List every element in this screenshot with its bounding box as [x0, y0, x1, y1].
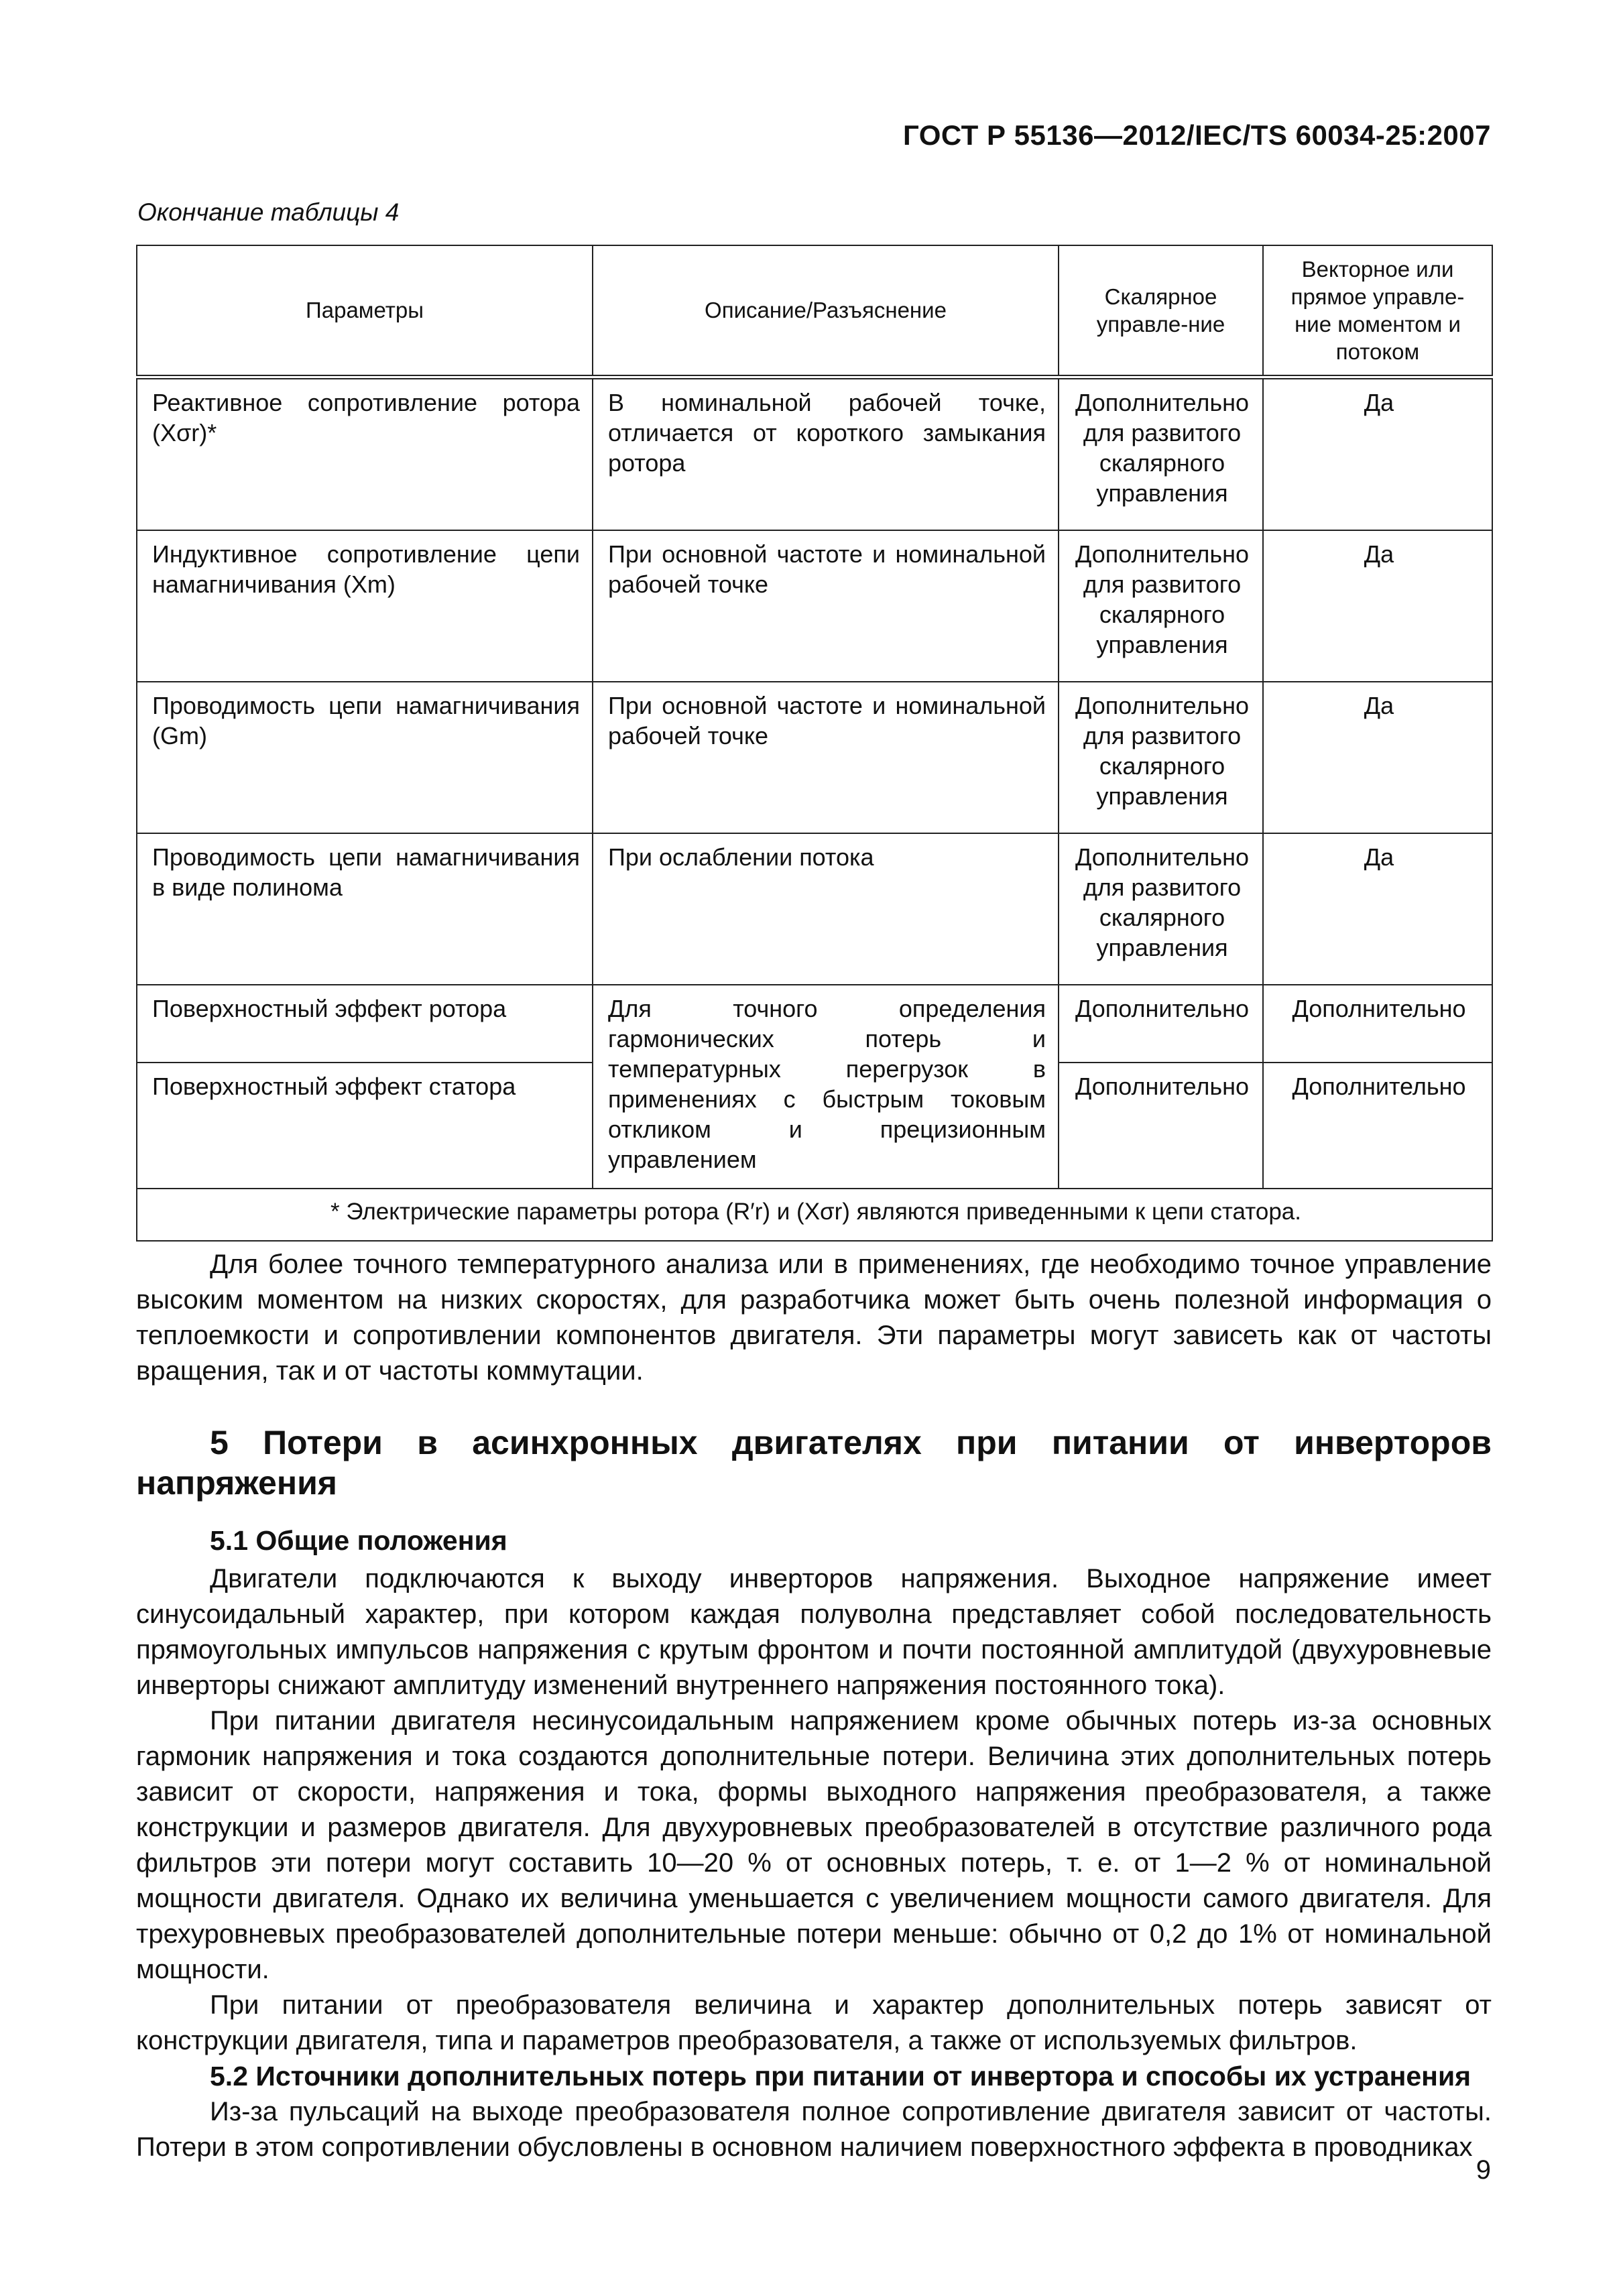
paragraph: Из-за пульсаций на выходе преобразователя полное сопротивление двигателя зависит от частоты. Потери в этом сопротивлении обусловлены в основном наличием поверхностного эффекта в проводниках: [136, 2097, 1492, 2162]
section-heading-5-1: 5.1 Общие положения: [210, 1525, 507, 1556]
cell-parameter: Поверхностный эффект статора: [137, 1063, 593, 1189]
document-code-header: ГОСТ Р 55136—2012/IEC/TS 60034-25:2007: [902, 119, 1491, 151]
cell-vector: Да: [1263, 833, 1492, 985]
table-header-row: [137, 245, 1492, 377]
table-row: [137, 530, 1492, 682]
cell-scalar: Дополнительно для развитого скалярного управления: [1059, 833, 1263, 985]
cell-scalar: Дополнительно для развитого скалярного управления: [1059, 682, 1263, 833]
section-heading-5-2: 5.2 Источники дополнительных потерь при питании от инвертора и способы их устранения: [210, 2061, 1471, 2092]
header-scalar-control: Скалярное управле-ние: [1059, 245, 1263, 377]
paragraph: Для более точного температурного анализа или в применениях, где необходимо точное управление высоким моментом на низких скоростях, для разработчика может быть очень полезной информация о теплоемкости и сопротивлении компонентов двигателя. Эти параметры могут зависеть как от частоты вращения, так и от частоты коммутации.: [136, 1250, 1492, 1386]
parameters-table: [136, 245, 1493, 1242]
table-row: [137, 833, 1492, 985]
cell-parameter: Реактивное сопротивление ротора (Xσr)*: [137, 377, 593, 531]
cell-parameter: Индуктивное сопротивление цепи намагничивания (Xm): [137, 530, 593, 682]
cell-scalar: Дополнительно для развитого скалярного управления: [1059, 377, 1263, 531]
header-description: Описание/Разъяснение: [593, 245, 1059, 377]
table-row: [137, 985, 1492, 1063]
cell-vector: Да: [1263, 377, 1492, 531]
paragraph: При питании от преобразователя величина и характер дополнительных потерь зависят от конструкции двигателя, типа и параметров преобразователя, а также от используемых фильтров.: [136, 1990, 1492, 2055]
cell-vector: Дополнительно: [1263, 1063, 1492, 1189]
table-footnote: * Электрические параметры ротора (R′r) и (Xσr) являются приведенными к цепи статора.: [137, 1189, 1492, 1241]
cell-parameter: Проводимость цепи намагничивания (Gm): [137, 682, 593, 833]
page-number: 9: [1476, 2155, 1491, 2185]
table-row: [137, 377, 1492, 531]
cell-description: Для точного определения гармонических потерь и температурных перегрузок в применениях с быстрым токовым откликом и прецизионным управлением: [593, 985, 1059, 1189]
cell-vector: Дополнительно: [1263, 985, 1492, 1063]
table-footnote-row: [137, 1189, 1492, 1241]
paragraph: Двигатели подключаются к выходу инверторов напряжения. Выходное напряжение имеет синусоидальный характер, при котором каждая полуволна представляет собой последовательность прямоугольных импульсов напряжения с крутым фронтом и почти постоянной амплитудой (двухуровневые инверторы снижают амплитуду изменений внутреннего напряжения постоянного тока).: [136, 1564, 1492, 1700]
cell-scalar: Дополнительно для развитого скалярного управления: [1059, 530, 1263, 682]
cell-parameter: Проводимость цепи намагничивания в виде полинома: [137, 833, 593, 985]
cell-scalar: Дополнительно: [1059, 985, 1263, 1063]
cell-vector: Да: [1263, 530, 1492, 682]
cell-description: При ослаблении потока: [593, 833, 1059, 985]
cell-description: В номинальной рабочей точке, отличается от короткого замыкания ротора: [593, 377, 1059, 531]
cell-description: При основной частоте и номинальной рабочей точке: [593, 682, 1059, 833]
table-caption: Окончание таблицы 4: [137, 198, 400, 226]
paragraph: При питании двигателя несинусоидальным напряжением кроме обычных потерь из-за основных гармоник напряжения и тока создаются дополнительные потери. Величина этих дополнительных потерь зависит от скорости, напряжения и тока, формы выходного напряжения преобразователя, а также конструкции и размеров двигателя. Для двухуровневых преобразователей в отсутствие различного рода фильтров эти потери могут составить 10—20 % от основных потерь, т. е. от 1—2 % от номинальной мощности двигателя. Однако их величина уменьшается с увеличением мощности самого двигателя. Для трехуровневых преобразователей дополнительные потери меньше: обычно от 0,2 до 1% от номинальной мощности.: [136, 1706, 1492, 1984]
section-heading-5: 5 Потери в асинхронных двигателях при питании от инверторов напряжения: [136, 1424, 1492, 1502]
cell-scalar: Дополнительно: [1059, 1063, 1263, 1189]
header-vector-control: Векторное или прямое управле-ние моментом и потоком: [1263, 245, 1492, 377]
body-text: [136, 1247, 1492, 2165]
table-row: [137, 682, 1492, 833]
cell-description: При основной частоте и номинальной рабочей точке: [593, 530, 1059, 682]
cell-vector: Да: [1263, 682, 1492, 833]
cell-parameter: Поверхностный эффект ротора: [137, 985, 593, 1063]
header-parameters: Параметры: [137, 245, 593, 377]
